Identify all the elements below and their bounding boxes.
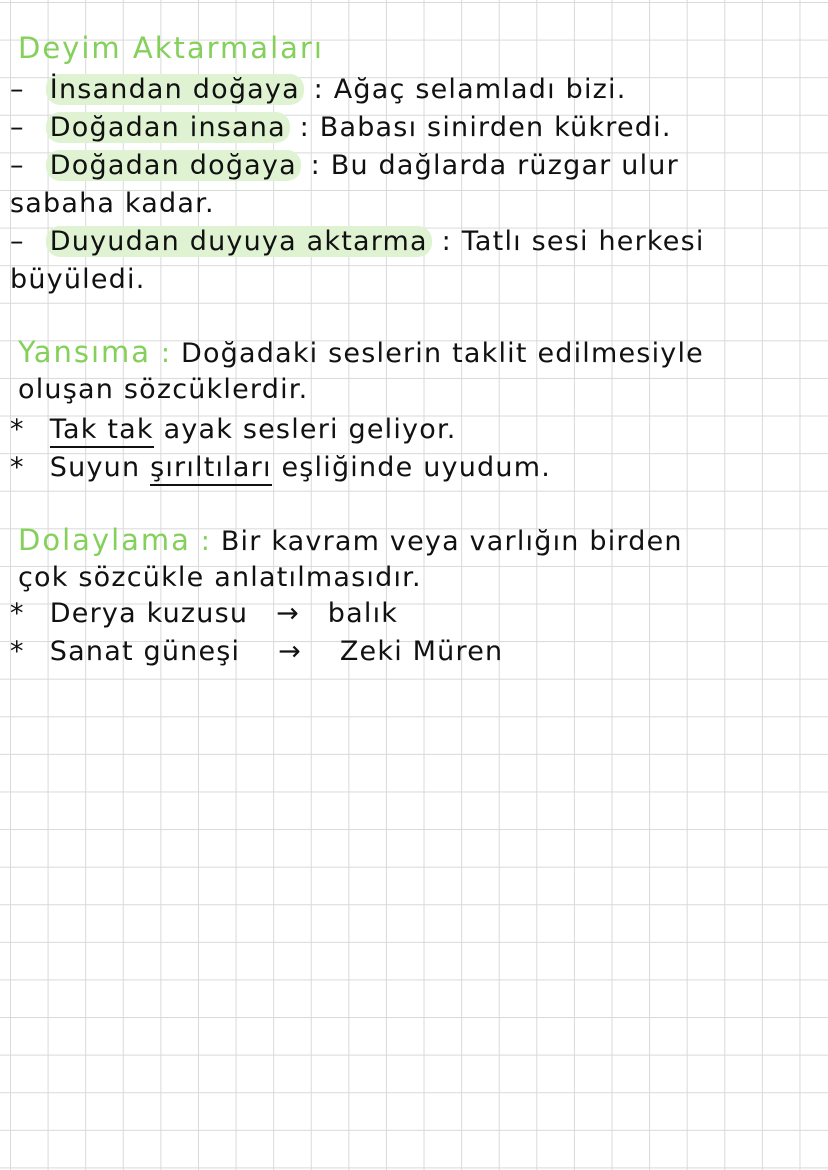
dolaylama-definition-cont: çok sözcükle anlatılmasıdır. (18, 562, 422, 593)
deyim-row (10, 110, 672, 146)
example-text: Suyun (49, 452, 141, 483)
deyim-term: Doğadan doğaya (46, 150, 301, 181)
separator: : (160, 338, 172, 369)
deyim-term: Duyudan duyuya aktarma (46, 226, 432, 257)
yansima-title: Yansıma (18, 335, 152, 369)
separator: : (200, 526, 212, 557)
underlined-word: şırıltıları (150, 452, 272, 486)
dash-bullet: – (10, 150, 25, 181)
example-phrase: Derya kuzusu (49, 598, 249, 629)
deyim-title: Deyim Aktarmaları (18, 31, 324, 65)
underlined-word: Tak tak (50, 414, 154, 448)
deyim-example: Bu dağlarda rüzgar ulur (330, 150, 679, 181)
dash-bullet: – (10, 74, 25, 105)
dolaylama-title: Dolaylama (18, 523, 191, 557)
separator: : (299, 112, 310, 143)
deyim-example: Ağaç selamladı bizi. (333, 74, 627, 105)
example-phrase: Sanat güneşi (49, 636, 241, 667)
separator: : (313, 74, 324, 105)
deyim-continuation: büyüledi. (10, 264, 146, 295)
deyim-row (10, 224, 705, 260)
dash-bullet: – (10, 112, 25, 143)
example-meaning: Zeki Müren (339, 636, 504, 667)
example-text: ayak sesleri geliyor. (163, 414, 457, 445)
dolaylama-example (10, 634, 503, 670)
deyim-row (10, 148, 679, 184)
star-bullet: * (10, 598, 25, 629)
star-bullet: * (10, 636, 25, 667)
star-bullet: * (10, 452, 25, 483)
separator: : (441, 226, 452, 257)
arrow-icon: → (276, 598, 300, 629)
yansima-definition (18, 334, 704, 372)
deyim-example: Tatlı sesi herkesi (461, 226, 705, 257)
example-text: eşliğinde uyudum. (281, 452, 551, 483)
deyim-continuation: sabaha kadar. (10, 188, 215, 219)
arrow-icon: → (278, 636, 302, 667)
yansima-definition-text: Doğadaki seslerin taklit edilmesiyle (180, 338, 704, 369)
dolaylama-definition-text: Bir kavram veya varlığın birden (220, 526, 683, 557)
example-meaning: balık (327, 598, 399, 629)
deyim-term: İnsandan doğaya (46, 74, 304, 105)
yansima-example (10, 450, 551, 486)
yansima-definition-cont: oluşan sözcüklerdir. (18, 374, 309, 405)
deyim-row (10, 72, 627, 108)
yansima-example (10, 412, 457, 448)
deyim-term: Doğadan insana (46, 112, 290, 143)
dolaylama-definition (18, 522, 683, 560)
deyim-example: Babası sinirden kükredi. (319, 112, 672, 143)
dolaylama-example (10, 596, 398, 632)
separator: : (310, 150, 321, 181)
star-bullet: * (10, 414, 25, 445)
dash-bullet: – (10, 226, 25, 257)
